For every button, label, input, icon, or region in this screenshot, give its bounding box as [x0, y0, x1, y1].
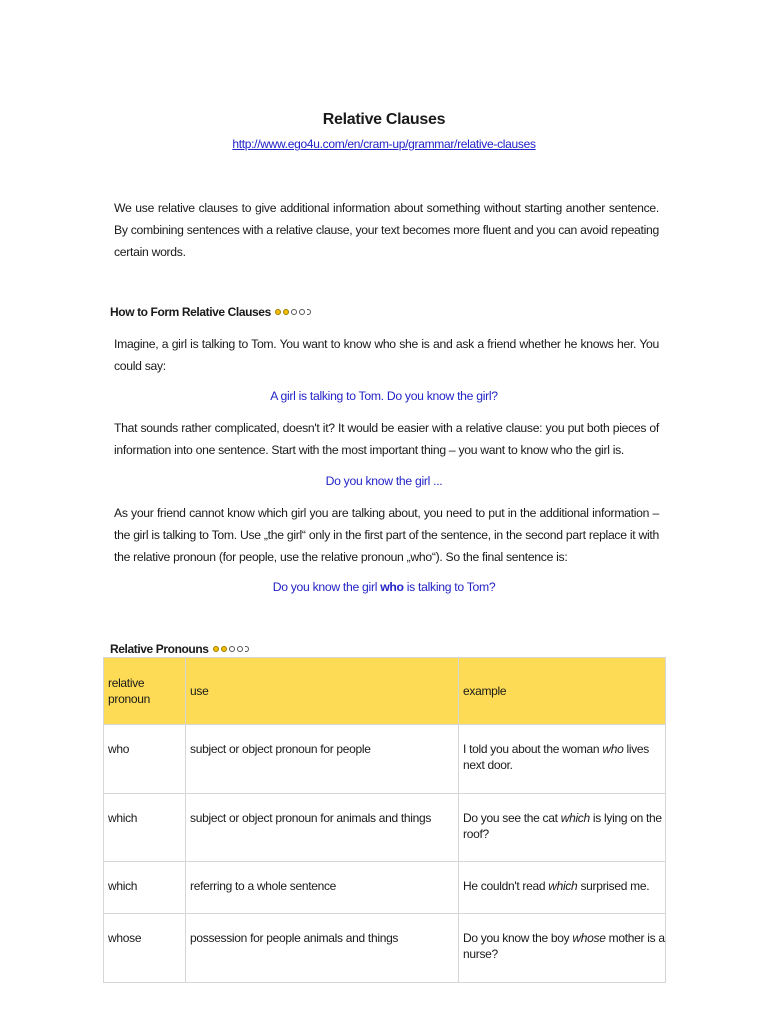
- section-heading-form: [110, 305, 311, 319]
- pronoun-cell: whose: [104, 914, 186, 983]
- difficulty-dots-icon: [213, 646, 249, 652]
- table-row: [104, 914, 666, 983]
- example-sentence-3: Do you know the girl who is talking to Tom?: [272, 580, 496, 594]
- column-header: relative pronoun: [104, 658, 186, 725]
- use-cell: subject or object pronoun for animals and things: [186, 794, 459, 862]
- example-sentence-1: A girl is talking to Tom. Do you know the girl?: [270, 389, 498, 403]
- column-header: example: [459, 658, 666, 725]
- section-heading-pronouns-label: Relative Pronouns: [110, 642, 209, 656]
- form-paragraph-3: As your friend cannot know which girl you are talking about, you need to put in the additional information – the girl is talking to Tom. Use „the girl“ only in the first part of the sentence, in the second part replace it with the relative pronoun (for people, use the relative pronoun „who“). So the final sentence is:: [114, 506, 659, 564]
- pronoun-cell: who: [104, 725, 186, 794]
- example-cell: He couldn't read which surprised me.: [459, 862, 666, 914]
- use-cell: subject or object pronoun for people: [186, 725, 459, 794]
- page-title: Relative Clauses: [322, 111, 446, 128]
- column-header: use: [186, 658, 459, 725]
- pronoun-cell: which: [104, 862, 186, 914]
- table-row: [104, 794, 666, 862]
- example-cell: Do you see the cat which is lying on the roof?: [459, 794, 666, 862]
- example-sentence-2: Do you know the girl ...: [325, 474, 443, 488]
- example-cell: I told you about the woman who lives next door.: [459, 725, 666, 794]
- relative-pronoun-highlight: who: [380, 580, 404, 594]
- use-cell: possession for people animals and things: [186, 914, 459, 983]
- source-link[interactable]: http://www.ego4u.com/en/cram-up/grammar/relative-clauses: [232, 137, 536, 151]
- intro-paragraph: We use relative clauses to give additional information about something without starting another sentence. By combining sentences with a relative clause, your text becomes more fluent and you can avoid repeating certain words.: [114, 201, 659, 259]
- use-cell: referring to a whole sentence: [186, 862, 459, 914]
- table-row: [104, 725, 666, 794]
- form-paragraph-2: That sounds rather complicated, doesn't it? It would be easier with a relative clause: you put both pieces of information into one sentence. Start with the most important thing – you want to know who the girl is.: [114, 421, 659, 457]
- difficulty-dots-icon: [275, 309, 311, 315]
- example-cell: Do you know the boy whose mother is a nurse?: [459, 914, 666, 983]
- form-paragraph-1: Imagine, a girl is talking to Tom. You want to know who she is and ask a friend whether he knows her. You could say:: [114, 337, 659, 373]
- table-header-row: [104, 658, 666, 725]
- section-heading-pronouns: [110, 642, 249, 656]
- relative-pronouns-table: [103, 657, 666, 983]
- pronoun-cell: which: [104, 794, 186, 862]
- section-heading-form-label: How to Form Relative Clauses: [110, 305, 271, 319]
- table-row: [104, 862, 666, 914]
